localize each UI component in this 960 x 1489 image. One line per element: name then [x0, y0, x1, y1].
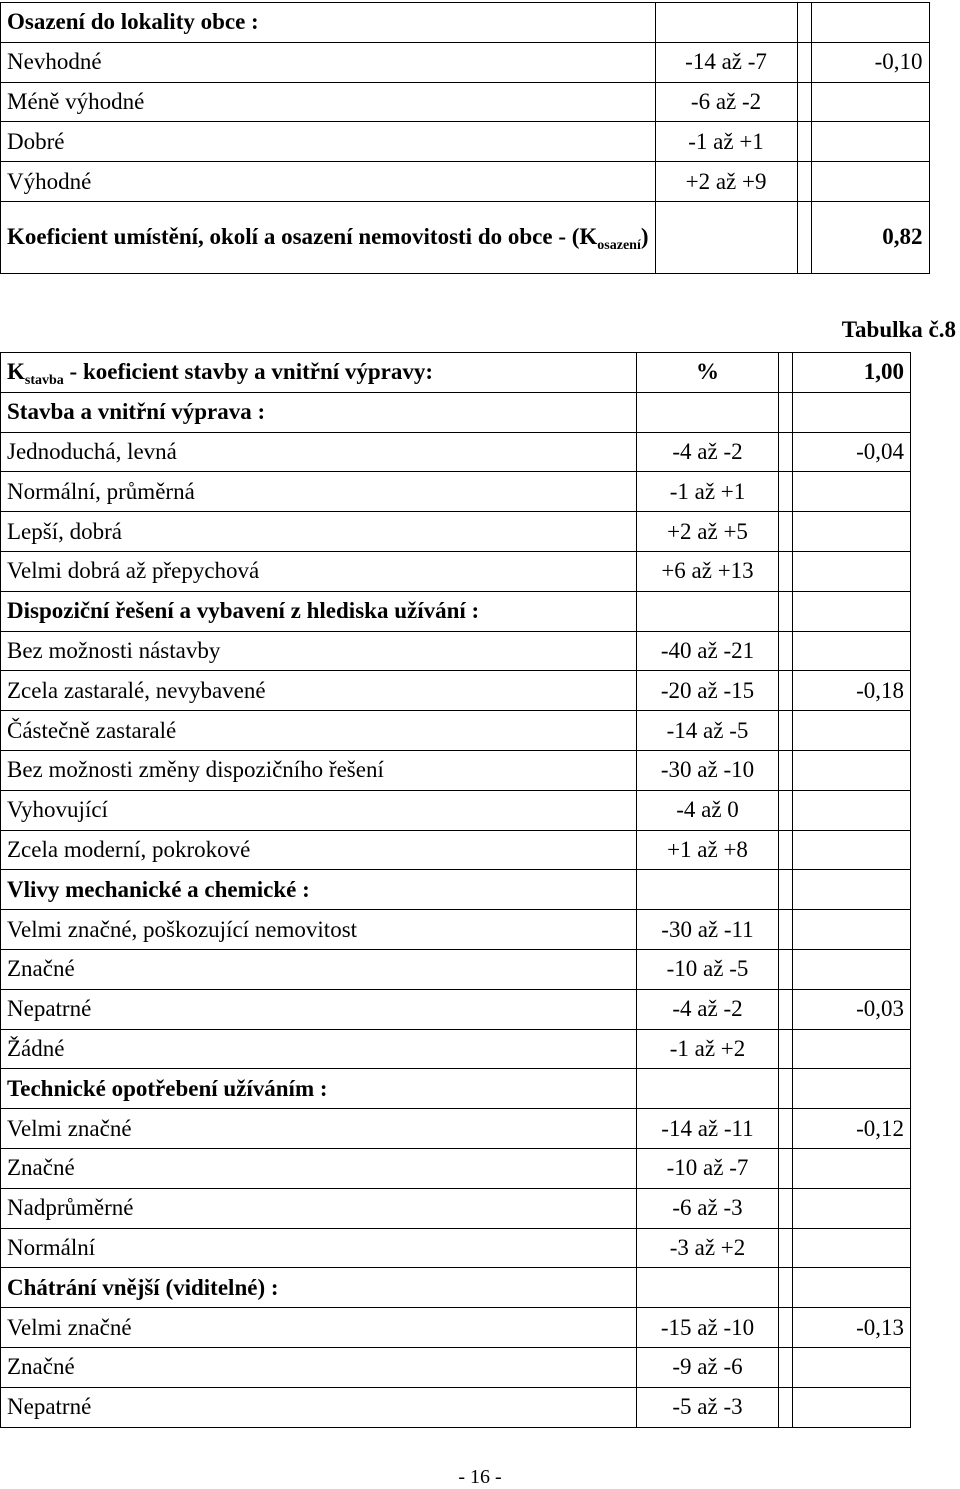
row-value: [793, 1069, 911, 1109]
row-spacer: [779, 750, 793, 790]
row-spacer: [779, 512, 793, 552]
row-spacer: [779, 1228, 793, 1268]
row-spacer: [797, 82, 811, 122]
row-value: [811, 82, 929, 122]
table-row: [1, 82, 930, 122]
table-row: [1, 1228, 911, 1268]
row-label: Velmi značné: [1, 1308, 637, 1348]
row-range: +2 až +5: [637, 512, 779, 552]
row-label: Nevhodné: [1, 42, 656, 82]
table-row: [1, 790, 911, 830]
row-label: Dobré: [1, 122, 656, 162]
row-value: [793, 1387, 911, 1427]
row-label: Výhodné: [1, 162, 656, 202]
row-label: Dispoziční řešení a vybavení z hlediska užívání :: [1, 591, 637, 631]
row-label: Stavba a vnitřní výprava :: [1, 392, 637, 432]
table-row: [1, 1069, 911, 1109]
page-number: - 16 -: [458, 1466, 502, 1488]
row-spacer: [779, 392, 793, 432]
row-label: Nepatrné: [1, 989, 637, 1029]
row-label: Vlivy mechanické a chemické :: [1, 870, 637, 910]
table-row: [1, 512, 911, 552]
row-label: Vyhovující: [1, 790, 637, 830]
row-value: [793, 1188, 911, 1228]
row-spacer: [797, 3, 811, 43]
row-value: [793, 790, 911, 830]
row-label: Velmi značné: [1, 1109, 637, 1149]
row-value: [793, 631, 911, 671]
table-row: [1, 591, 911, 631]
table-row: [1, 870, 911, 910]
table-row: [1, 830, 911, 870]
row-label: Méně výhodné: [1, 82, 656, 122]
table-row: [1, 711, 911, 751]
row-range: +1 až +8: [637, 830, 779, 870]
row-value: [811, 162, 929, 202]
row-range: [637, 1268, 779, 1308]
row-range: -30 až -10: [637, 750, 779, 790]
row-range: -6 až -2: [655, 82, 797, 122]
row-spacer: [779, 711, 793, 751]
row-range: -30 až -11: [637, 910, 779, 950]
row-range: [637, 392, 779, 432]
row-range: -3 až +2: [637, 1228, 779, 1268]
table-row: [1, 949, 911, 989]
row-range: -20 až -15: [637, 671, 779, 711]
row-spacer: [779, 870, 793, 910]
row-value: [793, 870, 911, 910]
row-label: Nadprůměrné: [1, 1188, 637, 1228]
row-spacer: [779, 1387, 793, 1427]
row-range: -4 až -2: [637, 432, 779, 472]
row-label: Značné: [1, 949, 637, 989]
row-value: [793, 392, 911, 432]
row-value: -0,10: [811, 42, 929, 82]
row-value: [811, 122, 929, 162]
table-row: [1, 750, 911, 790]
table-row: [1, 989, 911, 1029]
row-value: -0,13: [793, 1308, 911, 1348]
table-row: [1, 910, 911, 950]
table-header-row: [1, 353, 911, 393]
row-label: Zcela zastaralé, nevybavené: [1, 671, 637, 711]
row-spacer: [779, 1029, 793, 1069]
coefficient-row: [1, 201, 930, 273]
row-label: Značné: [1, 1148, 637, 1188]
row-label: Normální: [1, 1228, 637, 1268]
table-row: [1, 3, 930, 43]
row-range: -4 až -2: [637, 989, 779, 1029]
row-spacer: [779, 949, 793, 989]
row-label: Osazení do lokality obce :: [1, 3, 656, 43]
row-spacer: [779, 472, 793, 512]
row-value: [793, 1148, 911, 1188]
table-row: [1, 472, 911, 512]
row-range: -1 až +1: [655, 122, 797, 162]
row-label: Bez možnosti nástavby: [1, 631, 637, 671]
row-value: [793, 949, 911, 989]
row-label: Normální, průměrná: [1, 472, 637, 512]
row-spacer: [797, 122, 811, 162]
row-spacer: [779, 1109, 793, 1149]
row-spacer: [779, 790, 793, 830]
row-range: [655, 3, 797, 43]
row-spacer: [779, 830, 793, 870]
row-range: -6 až -3: [637, 1188, 779, 1228]
row-value: [793, 1268, 911, 1308]
row-value: [793, 1228, 911, 1268]
table-row: [1, 122, 930, 162]
table-row: [1, 671, 911, 711]
row-value: [793, 472, 911, 512]
row-spacer: [779, 432, 793, 472]
row-spacer: [779, 1268, 793, 1308]
table-row: [1, 1148, 911, 1188]
row-range: -1 až +2: [637, 1029, 779, 1069]
table-row: [1, 162, 930, 202]
row-spacer: [779, 1347, 793, 1387]
row-range: -5 až -3: [637, 1387, 779, 1427]
row-range: -14 až -5: [637, 711, 779, 751]
table-row: [1, 432, 911, 472]
row-label: Velmi značné, poškozující nemovitost: [1, 910, 637, 950]
row-spacer: [779, 671, 793, 711]
row-label: Částečně zastaralé: [1, 711, 637, 751]
row-label: Velmi dobrá až přepychová: [1, 551, 637, 591]
header-label: $K_{stavba}$ - koeficient stavby a vnitřní výpravy:: [1, 353, 637, 393]
row-spacer: [779, 631, 793, 671]
table-row: [1, 42, 930, 82]
table-row: [1, 1109, 911, 1149]
row-value: -0,03: [793, 989, 911, 1029]
row-label: Značné: [1, 1347, 637, 1387]
row-value: -0,18: [793, 671, 911, 711]
row-spacer: [797, 42, 811, 82]
row-range: -40 až -21: [637, 631, 779, 671]
row-value: [793, 830, 911, 870]
row-range: -14 až -7: [655, 42, 797, 82]
row-spacer: [779, 1069, 793, 1109]
row-spacer: [779, 591, 793, 631]
row-label: Lepší, dobrá: [1, 512, 637, 552]
row-value: [793, 910, 911, 950]
table-row: [1, 1347, 911, 1387]
table-caption: Tabulka č.8: [841, 317, 956, 342]
table-row: [1, 1308, 911, 1348]
row-spacer: [779, 910, 793, 950]
row-value: [793, 512, 911, 552]
coefficient-label: Koeficient umístění, okolí a osazení nemovitosti do obce - $(K_{osazení})$: [1, 201, 656, 273]
row-range: -1 až +1: [637, 472, 779, 512]
table-row: [1, 392, 911, 432]
row-value: [811, 3, 929, 43]
row-range: -14 až -11: [637, 1109, 779, 1149]
row-range: -10 až -7: [637, 1148, 779, 1188]
row-spacer: [779, 1148, 793, 1188]
row-label: Chátrání vnější (viditelné) :: [1, 1268, 637, 1308]
header-value: 1,00: [793, 353, 911, 393]
row-value: [793, 591, 911, 631]
table-row: [1, 1029, 911, 1069]
row-value: -0,04: [793, 432, 911, 472]
row-label: Nepatrné: [1, 1387, 637, 1427]
table-row: [1, 1188, 911, 1228]
row-range: [637, 591, 779, 631]
row-range: -9 až -6: [637, 1347, 779, 1387]
row-range: -15 až -10: [637, 1308, 779, 1348]
table-row: [1, 1268, 911, 1308]
row-value: [793, 1029, 911, 1069]
row-spacer: [797, 162, 811, 202]
table-row: [1, 1387, 911, 1427]
row-label: Jednoduchá, levná: [1, 432, 637, 472]
row-range: +6 až +13: [637, 551, 779, 591]
row-label: Technické opotřebení užíváním :: [1, 1069, 637, 1109]
row-spacer: [779, 551, 793, 591]
row-range: -10 až -5: [637, 949, 779, 989]
row-spacer: [779, 1308, 793, 1348]
row-label: Žádné: [1, 1029, 637, 1069]
row-value: -0,12: [793, 1109, 911, 1149]
row-spacer: [779, 989, 793, 1029]
row-range: -4 až 0: [637, 790, 779, 830]
row-range: [637, 1069, 779, 1109]
row-label: Bez možnosti změny dispozičního řešení: [1, 750, 637, 790]
row-value: [793, 551, 911, 591]
table-row: [1, 551, 911, 591]
row-value: [793, 1347, 911, 1387]
row-value: [793, 711, 911, 751]
coefficient-value: 0,82: [811, 201, 929, 273]
building-table: [0, 352, 911, 1428]
location-table: [0, 2, 930, 274]
header-percent: %: [637, 353, 779, 393]
row-range: [637, 870, 779, 910]
row-range: +2 až +9: [655, 162, 797, 202]
table-row: [1, 631, 911, 671]
row-spacer: [779, 1188, 793, 1228]
row-value: [793, 750, 911, 790]
row-label: Zcela moderní, pokrokové: [1, 830, 637, 870]
